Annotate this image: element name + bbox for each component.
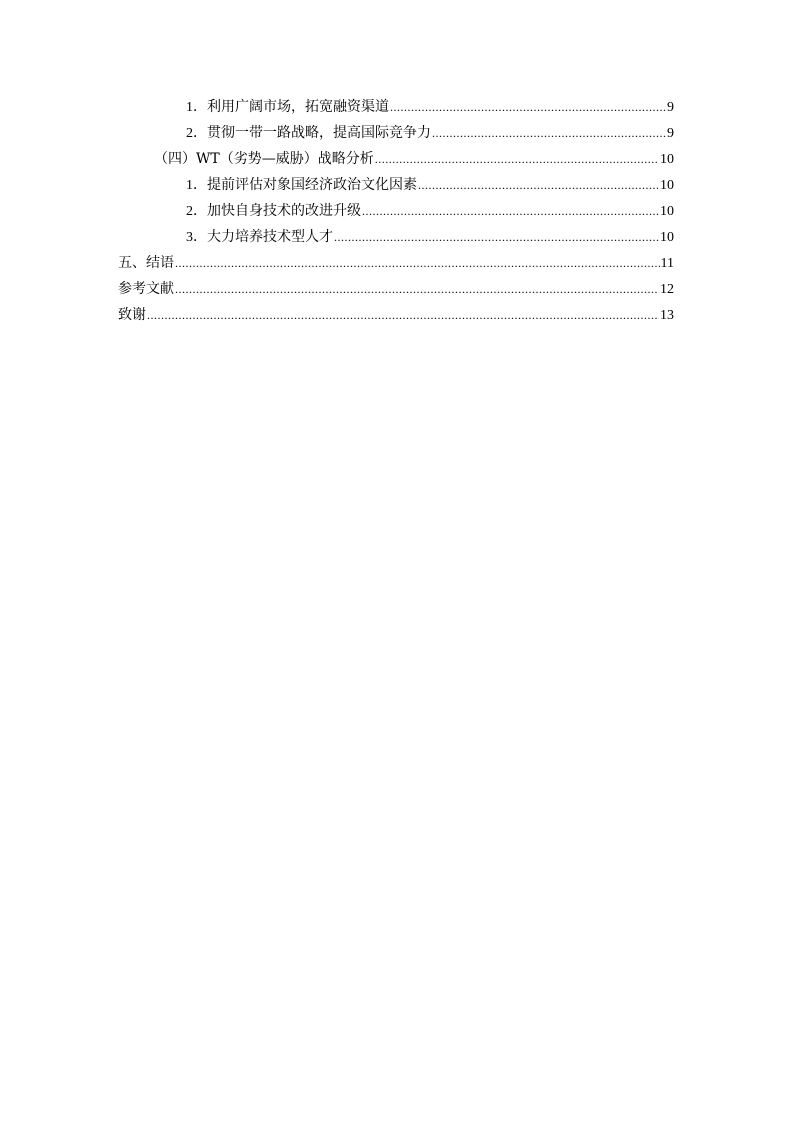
toc-entry-page: 10 — [660, 204, 674, 219]
toc-entry-title: 加快自身技术的改进升级 — [207, 203, 361, 219]
toc-entry-page: 9 — [667, 100, 674, 115]
toc-entry-title: WT（劣势—威胁）战略分析 — [196, 151, 374, 167]
toc-entry[interactable] — [118, 172, 674, 198]
toc-leader-dots — [418, 172, 659, 198]
table-of-contents — [118, 94, 674, 328]
toc-leader-dots — [362, 198, 659, 224]
toc-entry-number: 2． — [186, 126, 207, 141]
toc-entry-number: 1． — [186, 100, 207, 115]
toc-entry-page: 10 — [660, 152, 674, 167]
toc-entry-title: 参考文献 — [118, 281, 174, 297]
toc-entry[interactable] — [118, 302, 674, 328]
toc-entry-title: 利用广阔市场，拓宽融资渠道 — [207, 99, 389, 115]
toc-entry[interactable] — [118, 94, 674, 120]
toc-entry-page: 11 — [660, 256, 674, 271]
toc-entry[interactable] — [118, 146, 674, 172]
toc-entry[interactable] — [118, 250, 674, 276]
toc-leader-dots — [147, 302, 659, 328]
toc-entry-title: 结语 — [146, 255, 174, 271]
toc-leader-dots — [375, 146, 659, 172]
toc-leader-dots — [175, 276, 659, 302]
toc-entry-page: 10 — [660, 178, 674, 193]
toc-entry-number: （四） — [154, 152, 196, 167]
toc-entry[interactable] — [118, 120, 674, 146]
toc-entry-page: 13 — [660, 308, 674, 323]
toc-entry-title: 大力培养技术型人才 — [207, 229, 333, 245]
toc-entry[interactable] — [118, 276, 674, 302]
toc-entry[interactable] — [118, 198, 674, 224]
toc-leader-dots — [432, 120, 666, 146]
toc-entry-page: 12 — [660, 282, 674, 297]
toc-entry-title: 提前评估对象国经济政治文化因素 — [207, 177, 417, 193]
toc-entry-number: 五、 — [118, 256, 146, 271]
toc-leader-dots — [334, 224, 659, 250]
toc-entry[interactable] — [118, 224, 674, 250]
toc-leader-dots — [175, 250, 660, 276]
toc-leader-dots — [390, 94, 666, 120]
toc-entry-page: 9 — [667, 126, 674, 141]
toc-entry-number: 3． — [186, 230, 207, 245]
toc-entry-page: 10 — [660, 230, 674, 245]
toc-entry-title: 致谢 — [118, 307, 146, 323]
toc-entry-number: 2． — [186, 204, 207, 219]
toc-entry-number: 1． — [186, 178, 207, 193]
toc-entry-title: 贯彻一带一路战略，提高国际竞争力 — [207, 125, 431, 141]
